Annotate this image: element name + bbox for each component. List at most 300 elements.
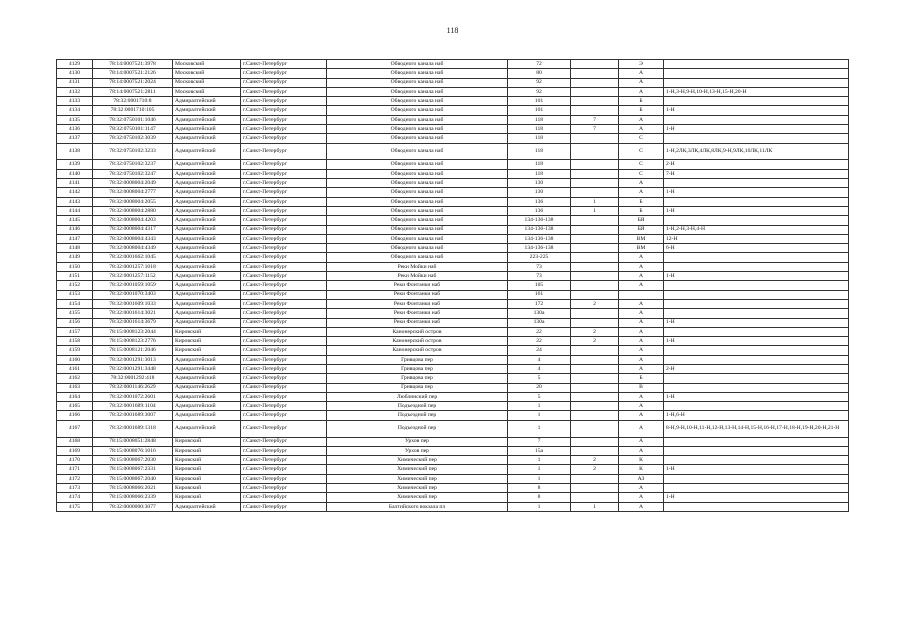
street-cell: Химический пер bbox=[327, 465, 508, 474]
property-register-table bbox=[56, 59, 849, 512]
district-cell: Адмиралтейский bbox=[173, 188, 241, 197]
cadastral-number-cell: 78:32:0001146:2629 bbox=[93, 383, 173, 392]
house-number-cell: 105 bbox=[508, 281, 571, 290]
letter-cell: А bbox=[619, 318, 664, 327]
table-row bbox=[57, 272, 849, 281]
district-cell: Адмиралтейский bbox=[173, 281, 241, 290]
table-row bbox=[57, 106, 849, 115]
row-number-cell: 4158 bbox=[57, 337, 93, 346]
premises-cell: 12-Н bbox=[664, 234, 849, 243]
letter-cell: Б bbox=[619, 374, 664, 383]
house-number-cell: 72 bbox=[508, 60, 571, 69]
table-row bbox=[57, 234, 849, 243]
row-number-cell: 4140 bbox=[57, 169, 93, 178]
table-row bbox=[57, 355, 849, 364]
city-cell: г.Санкт-Петербург bbox=[241, 169, 327, 178]
house-number-cell: 118 bbox=[508, 115, 571, 124]
table-row bbox=[57, 446, 849, 455]
city-cell: г.Санкт-Петербург bbox=[241, 437, 327, 446]
street-cell: Гривцова пер bbox=[327, 355, 508, 364]
table-row bbox=[57, 420, 849, 437]
district-cell: Адмиралтейский bbox=[173, 355, 241, 364]
cadastral-number-cell: 78:32:0008004:2049 bbox=[93, 179, 173, 188]
district-cell: Кировский bbox=[173, 337, 241, 346]
city-cell: г.Санкт-Петербург bbox=[241, 134, 327, 143]
table-row bbox=[57, 290, 849, 299]
letter-cell: С bbox=[619, 160, 664, 169]
building-number-cell: 2 bbox=[571, 456, 619, 465]
building-number-cell bbox=[571, 374, 619, 383]
table-row bbox=[57, 437, 849, 446]
premises-cell bbox=[664, 446, 849, 455]
cadastral-number-cell: 78:32:0001059:1059 bbox=[93, 281, 173, 290]
city-cell: г.Санкт-Петербург bbox=[241, 244, 327, 253]
premises-cell bbox=[664, 197, 849, 206]
letter-cell: С bbox=[619, 143, 664, 160]
city-cell: г.Санкт-Петербург bbox=[241, 411, 327, 420]
house-number-cell: 15а bbox=[508, 446, 571, 455]
row-number-cell: 4169 bbox=[57, 446, 93, 455]
city-cell: г.Санкт-Петербург bbox=[241, 392, 327, 401]
letter-cell: А bbox=[619, 402, 664, 411]
building-number-cell bbox=[571, 318, 619, 327]
city-cell: г.Санкт-Петербург bbox=[241, 143, 327, 160]
house-number-cell: 8 bbox=[508, 484, 571, 493]
cadastral-number-cell: 78:32:0008004:2055 bbox=[93, 197, 173, 206]
row-number-cell: 4160 bbox=[57, 355, 93, 364]
house-number-cell: 223-225 bbox=[508, 253, 571, 262]
row-number-cell: 4152 bbox=[57, 281, 93, 290]
premises-cell bbox=[664, 290, 849, 299]
building-number-cell bbox=[571, 216, 619, 225]
house-number-cell: 130а bbox=[508, 318, 571, 327]
building-number-cell bbox=[571, 106, 619, 115]
building-number-cell bbox=[571, 355, 619, 364]
premises-cell: 1-Н bbox=[664, 272, 849, 281]
building-number-cell bbox=[571, 281, 619, 290]
district-cell: Адмиралтейский bbox=[173, 143, 241, 160]
letter-cell: Б bbox=[619, 197, 664, 206]
premises-cell bbox=[664, 299, 849, 308]
premises-cell bbox=[664, 134, 849, 143]
premises-cell bbox=[664, 216, 849, 225]
district-cell: Кировский bbox=[173, 474, 241, 483]
letter-cell: А bbox=[619, 115, 664, 124]
table-row bbox=[57, 318, 849, 327]
building-number-cell bbox=[571, 493, 619, 502]
row-number-cell: 4138 bbox=[57, 143, 93, 160]
district-cell: Адмиралтейский bbox=[173, 392, 241, 401]
row-number-cell: 4134 bbox=[57, 106, 93, 115]
letter-cell bbox=[619, 290, 664, 299]
building-number-cell bbox=[571, 474, 619, 483]
row-number-cell: 4139 bbox=[57, 160, 93, 169]
city-cell: г.Санкт-Петербург bbox=[241, 465, 327, 474]
city-cell: г.Санкт-Петербург bbox=[241, 365, 327, 374]
cadastral-number-cell: 78:32:0750102:3039 bbox=[93, 134, 173, 143]
building-number-cell bbox=[571, 134, 619, 143]
city-cell: г.Санкт-Петербург bbox=[241, 493, 327, 502]
district-cell: Адмиралтейский bbox=[173, 502, 241, 511]
row-number-cell: 4170 bbox=[57, 456, 93, 465]
table-row bbox=[57, 465, 849, 474]
city-cell: г.Санкт-Петербург bbox=[241, 355, 327, 364]
row-number-cell: 4148 bbox=[57, 244, 93, 253]
building-number-cell: 1 bbox=[571, 206, 619, 215]
premises-cell bbox=[664, 78, 849, 87]
row-number-cell: 4163 bbox=[57, 383, 93, 392]
table-row bbox=[57, 411, 849, 420]
letter-cell: БЯ bbox=[619, 225, 664, 234]
premises-cell bbox=[664, 355, 849, 364]
row-number-cell: 4133 bbox=[57, 97, 93, 106]
building-number-cell: 7 bbox=[571, 115, 619, 124]
premises-cell: 1-Н bbox=[664, 206, 849, 215]
letter-cell: В bbox=[619, 383, 664, 392]
row-number-cell: 4175 bbox=[57, 502, 93, 511]
building-number-cell: 7 bbox=[571, 125, 619, 134]
house-number-cell: 118 bbox=[508, 160, 571, 169]
house-number-cell: 4 bbox=[508, 355, 571, 364]
letter-cell: А bbox=[619, 253, 664, 262]
letter-cell: Б bbox=[619, 206, 664, 215]
row-number-cell: 4151 bbox=[57, 272, 93, 281]
house-number-cell: 134-136-138 bbox=[508, 216, 571, 225]
house-number-cell: 130а bbox=[508, 309, 571, 318]
city-cell: г.Санкт-Петербург bbox=[241, 160, 327, 169]
building-number-cell bbox=[571, 392, 619, 401]
premises-cell: 1-Н bbox=[664, 106, 849, 115]
cadastral-number-cell: 78:32:0008004:4317 bbox=[93, 225, 173, 234]
premises-cell: 6-Н bbox=[664, 244, 849, 253]
cadastral-number-cell: 78:15:0008051:2848 bbox=[93, 437, 173, 446]
street-cell: Обводного канала наб bbox=[327, 143, 508, 160]
house-number-cell: 1 bbox=[508, 402, 571, 411]
premises-cell: 8-Н,9-Н,10-Н,11-Н,12-Н,13-Н,14-Н,15-Н,16-Н,17-Н,18-Н,19-Н,20-Н,21-Н bbox=[664, 420, 849, 437]
cadastral-number-cell: 78:32:0750102:3247 bbox=[93, 169, 173, 178]
district-cell: Адмиралтейский bbox=[173, 106, 241, 115]
table-row bbox=[57, 502, 849, 511]
cadastral-number-cell: 78:32:0001292:418 bbox=[93, 374, 173, 383]
letter-cell: С bbox=[619, 169, 664, 178]
street-cell: Химический пер bbox=[327, 484, 508, 493]
table-row bbox=[57, 327, 849, 336]
district-cell: Адмиралтейский bbox=[173, 197, 241, 206]
building-number-cell bbox=[571, 437, 619, 446]
district-cell: Адмиралтейский bbox=[173, 318, 241, 327]
cadastral-number-cell: 78:14:0007521:2126 bbox=[93, 69, 173, 78]
cadastral-number-cell: 78:15:0008121:2046 bbox=[93, 346, 173, 355]
cadastral-number-cell: 78:32:0750101:1147 bbox=[93, 125, 173, 134]
letter-cell: А bbox=[619, 446, 664, 455]
table-row bbox=[57, 143, 849, 160]
row-number-cell: 4147 bbox=[57, 234, 93, 243]
street-cell: Обводного канала наб bbox=[327, 115, 508, 124]
house-number-cell: 73 bbox=[508, 262, 571, 271]
city-cell: г.Санкт-Петербург bbox=[241, 216, 327, 225]
row-number-cell: 4130 bbox=[57, 69, 93, 78]
premises-cell bbox=[664, 115, 849, 124]
premises-cell: 1-Н bbox=[664, 337, 849, 346]
letter-cell: А bbox=[619, 365, 664, 374]
premises-cell bbox=[664, 327, 849, 336]
letter-cell: А bbox=[619, 87, 664, 96]
row-number-cell: 4150 bbox=[57, 262, 93, 271]
house-number-cell: 1 bbox=[508, 465, 571, 474]
street-cell: Обводного канала наб bbox=[327, 244, 508, 253]
street-cell: Реки Фонтанки наб bbox=[327, 309, 508, 318]
street-cell: Обводного канала наб bbox=[327, 125, 508, 134]
district-cell: Адмиралтейский bbox=[173, 402, 241, 411]
table-row bbox=[57, 309, 849, 318]
street-cell: Обводного канала наб bbox=[327, 97, 508, 106]
letter-cell: А bbox=[619, 78, 664, 87]
street-cell: Химический пер bbox=[327, 474, 508, 483]
street-cell: Обводного канала наб bbox=[327, 169, 508, 178]
cadastral-number-cell: 78:15:0008067:2030 bbox=[93, 456, 173, 465]
city-cell: г.Санкт-Петербург bbox=[241, 383, 327, 392]
letter-cell: А bbox=[619, 69, 664, 78]
city-cell: г.Санкт-Петербург bbox=[241, 253, 327, 262]
premises-cell bbox=[664, 309, 849, 318]
letter-cell: А bbox=[619, 281, 664, 290]
row-number-cell: 4161 bbox=[57, 365, 93, 374]
cadastral-number-cell: 78:15:0008076:1016 bbox=[93, 446, 173, 455]
row-number-cell: 4149 bbox=[57, 253, 93, 262]
house-number-cell: 1 bbox=[508, 456, 571, 465]
street-cell: Подъездной пер bbox=[327, 402, 508, 411]
city-cell: г.Санкт-Петербург bbox=[241, 420, 327, 437]
district-cell: Кировский bbox=[173, 437, 241, 446]
table-row bbox=[57, 383, 849, 392]
table-row bbox=[57, 374, 849, 383]
street-cell: Обводного канала наб bbox=[327, 134, 508, 143]
street-cell: Канонерский остров bbox=[327, 337, 508, 346]
city-cell: г.Санкт-Петербург bbox=[241, 337, 327, 346]
premises-cell bbox=[664, 374, 849, 383]
house-number-cell: 130 bbox=[508, 188, 571, 197]
letter-cell: А bbox=[619, 125, 664, 134]
premises-cell bbox=[664, 474, 849, 483]
row-number-cell: 4131 bbox=[57, 78, 93, 87]
premises-cell bbox=[664, 383, 849, 392]
district-cell: Адмиралтейский bbox=[173, 365, 241, 374]
table-row bbox=[57, 346, 849, 355]
street-cell: Обводного канала наб bbox=[327, 253, 508, 262]
table-row bbox=[57, 125, 849, 134]
premises-cell: 7-Н bbox=[664, 169, 849, 178]
city-cell: г.Санкт-Петербург bbox=[241, 125, 327, 134]
table-row bbox=[57, 78, 849, 87]
letter-cell: А bbox=[619, 337, 664, 346]
premises-cell: 2-Н bbox=[664, 160, 849, 169]
city-cell: г.Санкт-Петербург bbox=[241, 206, 327, 215]
cadastral-number-cell: 78:15:0008066:2021 bbox=[93, 484, 173, 493]
row-number-cell: 4173 bbox=[57, 484, 93, 493]
street-cell: Гривцова пер bbox=[327, 365, 508, 374]
house-number-cell: 24 bbox=[508, 346, 571, 355]
letter-cell: А bbox=[619, 262, 664, 271]
building-number-cell: 1 bbox=[571, 197, 619, 206]
building-number-cell bbox=[571, 411, 619, 420]
district-cell: Адмиралтейский bbox=[173, 97, 241, 106]
city-cell: г.Санкт-Петербург bbox=[241, 502, 327, 511]
street-cell: Обводного канала наб bbox=[327, 87, 508, 96]
cadastral-number-cell: 78:32:0001609:1033 bbox=[93, 299, 173, 308]
premises-cell bbox=[664, 97, 849, 106]
house-number-cell: 134-136-138 bbox=[508, 225, 571, 234]
building-number-cell: 2 bbox=[571, 337, 619, 346]
street-cell: Урхов пер bbox=[327, 446, 508, 455]
district-cell: Кировский bbox=[173, 493, 241, 502]
street-cell: Канонерский остров bbox=[327, 346, 508, 355]
city-cell: г.Санкт-Петербург bbox=[241, 188, 327, 197]
street-cell: Обводного канала наб bbox=[327, 179, 508, 188]
cadastral-number-cell: 78:15:0008123:2044 bbox=[93, 327, 173, 336]
letter-cell: К bbox=[619, 456, 664, 465]
letter-cell: Б bbox=[619, 106, 664, 115]
city-cell: г.Санкт-Петербург bbox=[241, 374, 327, 383]
row-number-cell: 4141 bbox=[57, 179, 93, 188]
cadastral-number-cell: 78:32:0750102:3237 bbox=[93, 160, 173, 169]
district-cell: Кировский bbox=[173, 465, 241, 474]
building-number-cell bbox=[571, 78, 619, 87]
cadastral-number-cell: 78:15:0008067:2040 bbox=[93, 474, 173, 483]
cadastral-number-cell: 78:15:0008123:2776 bbox=[93, 337, 173, 346]
street-cell: Реки Фонтанки наб bbox=[327, 281, 508, 290]
district-cell: Кировский bbox=[173, 446, 241, 455]
city-cell: г.Санкт-Петербург bbox=[241, 106, 327, 115]
table-row bbox=[57, 69, 849, 78]
district-cell: Адмиралтейский bbox=[173, 160, 241, 169]
table-row bbox=[57, 281, 849, 290]
cadastral-number-cell: 78:32:0001710:8 bbox=[93, 97, 173, 106]
district-cell: Адмиралтейский bbox=[173, 411, 241, 420]
street-cell: Обводного канала наб bbox=[327, 197, 508, 206]
row-number-cell: 4155 bbox=[57, 309, 93, 318]
city-cell: г.Санкт-Петербург bbox=[241, 97, 327, 106]
table-row bbox=[57, 474, 849, 483]
table-row bbox=[57, 299, 849, 308]
cadastral-number-cell: 78:32:0001070:3403 bbox=[93, 290, 173, 299]
letter-cell: А bbox=[619, 411, 664, 420]
row-number-cell: 4172 bbox=[57, 474, 93, 483]
building-number-cell bbox=[571, 179, 619, 188]
cadastral-number-cell: 78:32:0001614:3021 bbox=[93, 309, 173, 318]
row-number-cell: 4154 bbox=[57, 299, 93, 308]
cadastral-number-cell: 78:32:0001689:1104 bbox=[93, 402, 173, 411]
district-cell: Адмиралтейский bbox=[173, 169, 241, 178]
street-cell: Балтийского вокзала пл bbox=[327, 502, 508, 511]
table-row bbox=[57, 115, 849, 124]
district-cell: Московский bbox=[173, 78, 241, 87]
letter-cell: К bbox=[619, 465, 664, 474]
street-cell: Урхов пер bbox=[327, 437, 508, 446]
city-cell: г.Санкт-Петербург bbox=[241, 78, 327, 87]
cadastral-number-cell: 78:32:0001291:3448 bbox=[93, 365, 173, 374]
cadastral-number-cell: 78:32:0001291:3013 bbox=[93, 355, 173, 364]
row-number-cell: 4159 bbox=[57, 346, 93, 355]
cadastral-number-cell: 78:32:0000000:3077 bbox=[93, 502, 173, 511]
district-cell: Московский bbox=[173, 69, 241, 78]
city-cell: г.Санкт-Петербург bbox=[241, 484, 327, 493]
district-cell: Адмиралтейский bbox=[173, 290, 241, 299]
cadastral-number-cell: 78:14:0007521:3978 bbox=[93, 60, 173, 69]
house-number-cell: 1 bbox=[508, 474, 571, 483]
table-row bbox=[57, 188, 849, 197]
city-cell: г.Санкт-Петербург bbox=[241, 60, 327, 69]
house-number-cell: 92 bbox=[508, 87, 571, 96]
street-cell: Подъездной пер bbox=[327, 411, 508, 420]
row-number-cell: 4165 bbox=[57, 402, 93, 411]
row-number-cell: 4157 bbox=[57, 327, 93, 336]
city-cell: г.Санкт-Петербург bbox=[241, 318, 327, 327]
house-number-cell: 5 bbox=[508, 392, 571, 401]
cadastral-number-cell: 78:32:0001257:1152 bbox=[93, 272, 173, 281]
house-number-cell: 101 bbox=[508, 97, 571, 106]
table-row bbox=[57, 337, 849, 346]
street-cell: Реки Фонтанки наб bbox=[327, 299, 508, 308]
house-number-cell: 8 bbox=[508, 493, 571, 502]
street-cell: Реки Мойки наб bbox=[327, 262, 508, 271]
premises-cell: 1-Н,6-Н bbox=[664, 411, 849, 420]
city-cell: г.Санкт-Петербург bbox=[241, 69, 327, 78]
district-cell: Кировский bbox=[173, 327, 241, 336]
building-number-cell bbox=[571, 244, 619, 253]
cadastral-number-cell: 78:32:0001689:1318 bbox=[93, 420, 173, 437]
house-number-cell: 92 bbox=[508, 78, 571, 87]
house-number-cell: 161 bbox=[508, 290, 571, 299]
premises-cell bbox=[664, 437, 849, 446]
street-cell: Обводного канала наб bbox=[327, 216, 508, 225]
letter-cell: А bbox=[619, 502, 664, 511]
letter-cell: ВМ bbox=[619, 244, 664, 253]
street-cell: Канонерский остров bbox=[327, 327, 508, 336]
street-cell: Реки Фонтанки наб bbox=[327, 318, 508, 327]
building-number-cell bbox=[571, 309, 619, 318]
house-number-cell: 172 bbox=[508, 299, 571, 308]
house-number-cell: 134-136-138 bbox=[508, 244, 571, 253]
city-cell: г.Санкт-Петербург bbox=[241, 234, 327, 243]
premises-cell bbox=[664, 346, 849, 355]
table-row bbox=[57, 60, 849, 69]
house-number-cell: 101 bbox=[508, 106, 571, 115]
city-cell: г.Санкт-Петербург bbox=[241, 309, 327, 318]
house-number-cell: 1 bbox=[508, 420, 571, 437]
row-number-cell: 4132 bbox=[57, 87, 93, 96]
table-row bbox=[57, 179, 849, 188]
street-cell: Обводного канала наб bbox=[327, 160, 508, 169]
cadastral-number-cell: 78:32:0008004:2880 bbox=[93, 206, 173, 215]
cadastral-number-cell: 78:14:0007521:2811 bbox=[93, 87, 173, 96]
district-cell: Адмиралтейский bbox=[173, 206, 241, 215]
house-number-cell: 5 bbox=[508, 374, 571, 383]
premises-cell: 1-Н bbox=[664, 392, 849, 401]
cadastral-number-cell: 78:32:0001072:2601 bbox=[93, 392, 173, 401]
cadastral-number-cell: 78:32:0001710:105 bbox=[93, 106, 173, 115]
cadastral-number-cell: 78:32:0008004:2777 bbox=[93, 188, 173, 197]
letter-cell: А bbox=[619, 346, 664, 355]
city-cell: г.Санкт-Петербург bbox=[241, 197, 327, 206]
cadastral-number-cell: 78:15:0008067:2331 bbox=[93, 465, 173, 474]
cadastral-number-cell: 78:32:0008004:4349 bbox=[93, 244, 173, 253]
city-cell: г.Санкт-Петербург bbox=[241, 225, 327, 234]
city-cell: г.Санкт-Петербург bbox=[241, 346, 327, 355]
premises-cell bbox=[664, 502, 849, 511]
street-cell: Обводного канала наб bbox=[327, 188, 508, 197]
district-cell: Московский bbox=[173, 60, 241, 69]
house-number-cell: 136 bbox=[508, 197, 571, 206]
